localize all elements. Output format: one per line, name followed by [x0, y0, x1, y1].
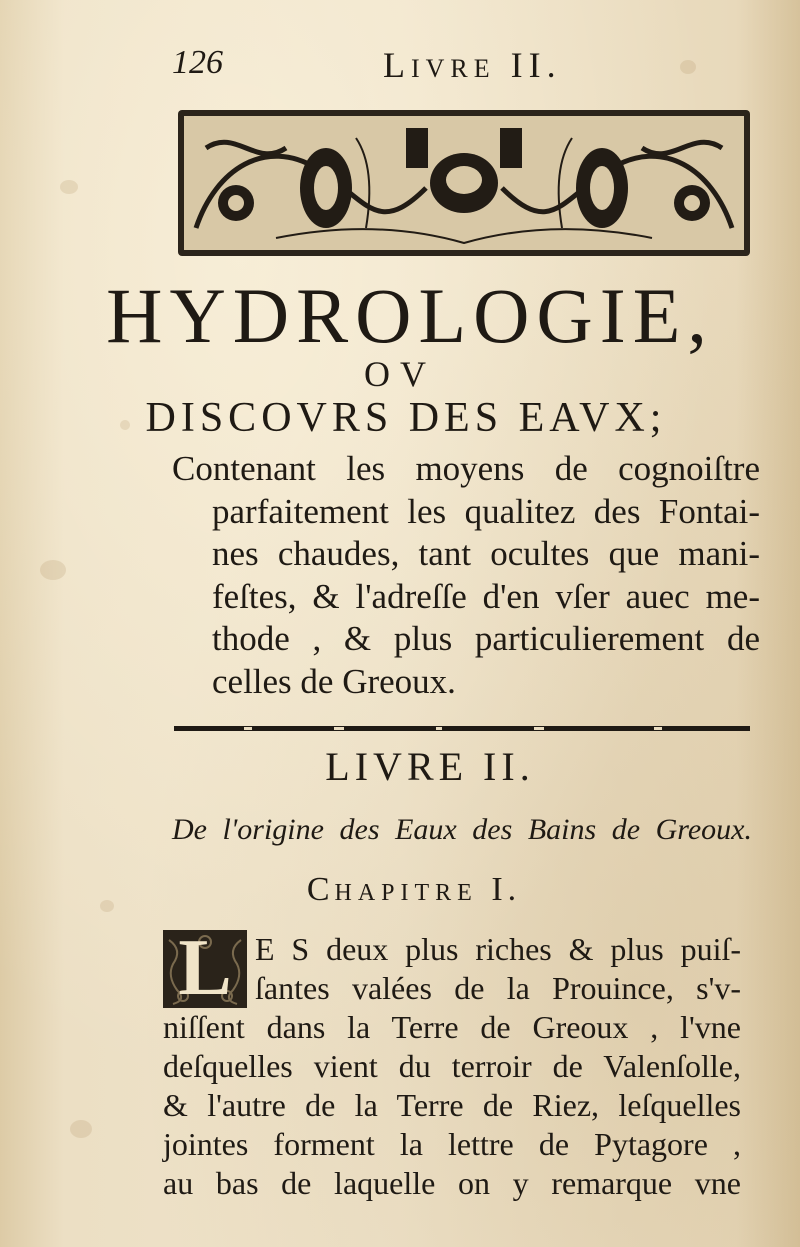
body-paragraph — [163, 930, 741, 1203]
title-description — [172, 448, 760, 703]
paper-stain — [60, 180, 78, 194]
chapter-heading — [14, 866, 800, 917]
body-line: & l'autre de la Terre de Riez, leſquelles — [163, 1087, 741, 1123]
chapter-word: HAPITRE — [334, 880, 478, 906]
body-line: jointes forment la lettre de Pytagore , — [163, 1126, 741, 1162]
body-line: au bas de laquelle on y remarque vne — [163, 1165, 741, 1201]
decorative-rule — [174, 724, 750, 733]
book-subtitle: DISCOVRS DES EAVX; — [145, 395, 667, 441]
description-line: celles de Greoux. — [212, 661, 456, 701]
chapter-initial: C — [306, 871, 335, 908]
page-number: 126 — [172, 44, 223, 81]
drop-cap-letter: L — [178, 924, 232, 1012]
chapter-number: I. — [491, 871, 522, 908]
paper-stain — [40, 560, 66, 580]
running-title-initial: L — [383, 45, 411, 85]
body-line: deſquelles vient du terroir de Valenſolle, — [163, 1048, 741, 1084]
running-head — [0, 44, 800, 94]
description-line: thode , & plus particulierement de — [212, 619, 760, 658]
woodcut-headpiece-ornament — [176, 108, 752, 258]
running-title-number: II. — [510, 45, 562, 85]
description-line: feſtes, & l'adreſſe d'en vſer auec me- — [212, 576, 760, 616]
description-line: Contenant les moyens de cognoiſtre — [172, 449, 760, 488]
body-line: ſantes valées de la Prouince, s'v- — [255, 970, 741, 1006]
body-line: E S deux plus riches & plus puiſ- — [255, 931, 741, 967]
running-title — [383, 44, 562, 86]
body-line: niſſent dans la Terre de Greoux , l'vne — [163, 1009, 741, 1045]
title-conjunction: OV — [364, 354, 436, 394]
book-title: HYDROLOGIE, — [106, 272, 714, 359]
description-line: nes chaudes, tant ocultes que mani- — [212, 534, 760, 573]
section-subheading: De l'origine des Eaux des Bains de Greoux. — [172, 813, 752, 846]
book-section-heading: LIVRE II. — [325, 744, 535, 789]
description-line: parfaitement les qualitez des Fontai- — [212, 491, 760, 531]
paper-stain — [70, 1120, 92, 1138]
running-title-rest: IVRE — [411, 54, 496, 83]
